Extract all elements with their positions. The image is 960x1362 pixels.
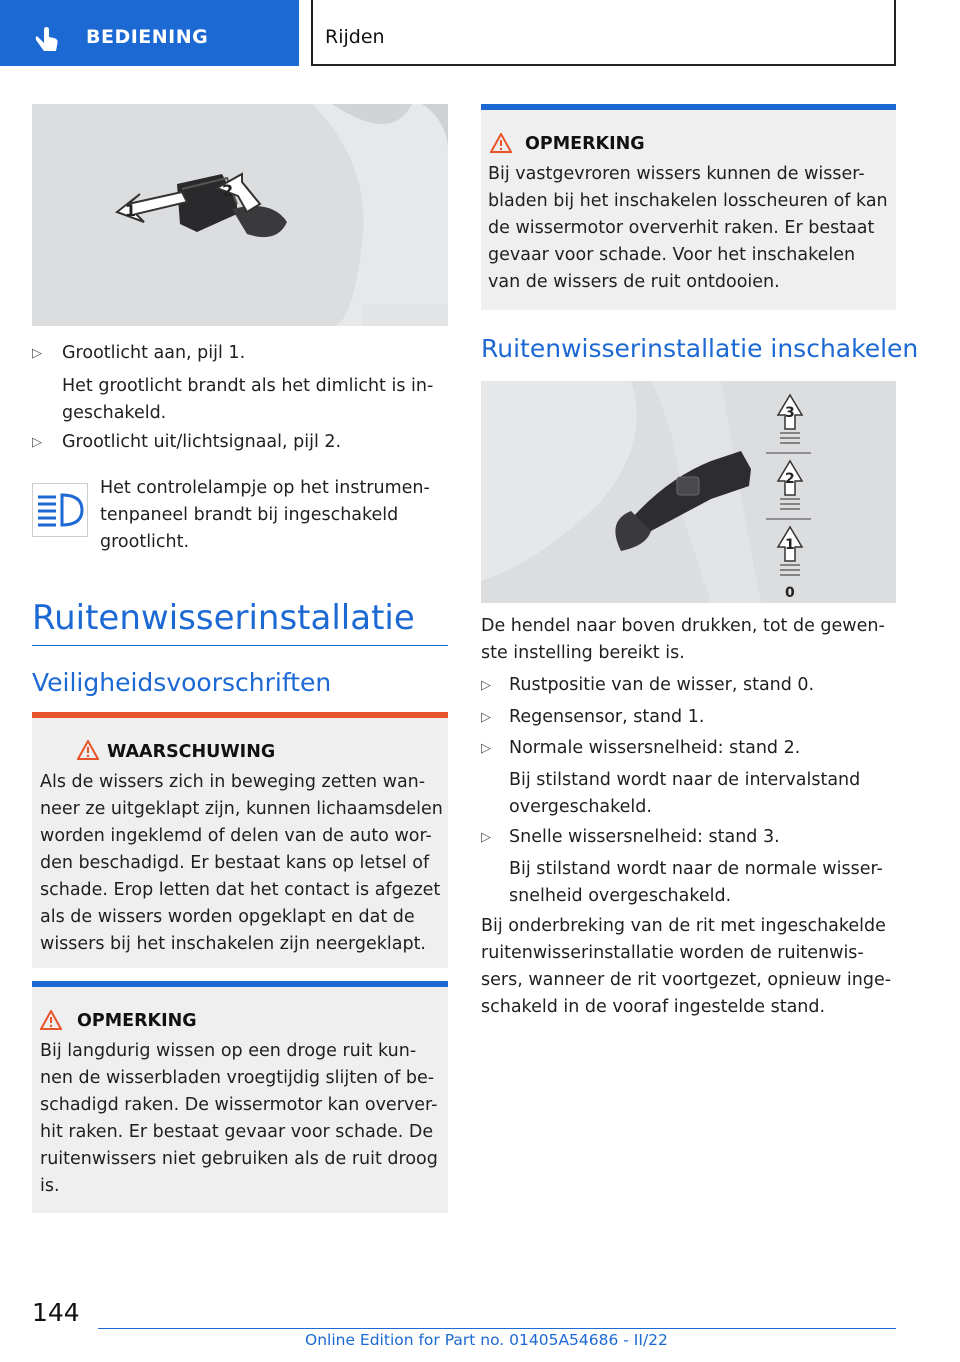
bullet-triangle-icon: ▷ xyxy=(481,678,491,693)
warning-text: Als de wissers zich in beweging zetten wan- neer ze uitgeklapt zijn, kunnen lichaamsdelen worden ingeklemd of delen van de auto wor- den beschadigd. Er bestaat kans op letsel of schade. Erop letten dat het contact is afgezet als de wissers worden opgeklapt en dat de wissers bij het inschakelen zijn neergeklapt. xyxy=(40,772,443,954)
note-bar xyxy=(481,104,896,110)
note-box xyxy=(481,104,896,310)
high-beam-indicator-icon xyxy=(32,483,88,537)
fig2-label-1: 1 xyxy=(785,537,795,553)
warning-triangle-icon xyxy=(40,1010,62,1030)
high-beam-lever-figure xyxy=(32,104,448,326)
fig1-label-2: 2 xyxy=(222,181,234,200)
section-heading: Ruitenwisserinstallatie xyxy=(32,598,415,638)
intro-text: De hendel naar boven drukken, tot de gewen- ste instelling bereikt is. xyxy=(481,616,885,663)
warning-triangle-icon xyxy=(77,740,99,760)
chapter-tab xyxy=(311,0,896,66)
list-item-detail: Bij stilstand wordt naar de normale wisser- snelheid overgeschakeld. xyxy=(509,859,883,906)
heading-rule xyxy=(32,645,448,646)
section-tab xyxy=(0,0,299,66)
bullet-triangle-icon: ▷ xyxy=(32,435,42,450)
closing-text: Bij onderbreking van de rit met ingeschakelde ruitenwisserinstallatie worden de ruitenwis- sers, wanneer de rit voortgezet, opnieuw inge- schakeld in de vooraf ingestelde stand. xyxy=(481,916,892,1017)
footer-rule xyxy=(98,1328,896,1329)
page-number: 144 xyxy=(32,1298,80,1327)
fig2-label-2: 2 xyxy=(785,471,795,487)
warning-bar xyxy=(32,712,448,718)
fig2-label-3: 3 xyxy=(785,405,795,421)
note-text: Bij langdurig wissen op een droge ruit kun- nen de wisserbladen vroegtijdig slijten of be- schadigd raken. De wissermotor kan overver- hit raken. Er bestaat gevaar voor schade. De ruitenwissers niet gebruiken als de ruit droog is. xyxy=(40,1041,438,1196)
bullet-triangle-icon: ▷ xyxy=(32,346,42,361)
chapter-label: Rijden xyxy=(325,26,385,48)
bullet-triangle-icon: ▷ xyxy=(481,830,491,845)
fig2-label-0: 0 xyxy=(785,585,795,601)
indicator-description: Het controlelampje op het instrumen- tenpaneel brandt bij ingeschakeld grootlicht. xyxy=(100,478,430,552)
bullet-triangle-icon: ▷ xyxy=(481,710,491,725)
list-item-detail: Bij stilstand wordt naar de intervalstand overgeschakeld. xyxy=(509,770,861,817)
fig1-label-1: 1 xyxy=(125,201,137,220)
section-label: BEDIENING xyxy=(86,26,209,48)
list-item-detail: Het grootlicht brandt als het dimlicht is in- geschakeld. xyxy=(62,376,434,423)
note-title: OPMERKING xyxy=(525,134,645,154)
hand-pointer-icon xyxy=(32,24,62,54)
bullet-triangle-icon: ▷ xyxy=(481,741,491,756)
note-box xyxy=(32,981,448,1213)
warning-title: WAARSCHUWING xyxy=(107,742,276,762)
note-title: OPMERKING xyxy=(77,1011,197,1031)
wiper-lever-figure xyxy=(481,381,896,603)
warning-triangle-icon xyxy=(490,133,512,153)
footer-edition: Online Edition for Part no. 01405A54686 - II/22 xyxy=(305,1331,668,1349)
note-text: Bij vastgevroren wissers kunnen de wisser- bladen bij het inschakelen losscheuren of kan de wissermotor oververhit raken. Er bestaat gevaar voor schade. Voor het inschakelen van de wissers de ruit ontdooien. xyxy=(488,164,888,292)
section-heading: Ruitenwisserinstallatie inschakelen xyxy=(481,334,919,363)
warning-box xyxy=(32,712,448,968)
note-bar xyxy=(32,981,448,987)
subsection-heading: Veiligheidsvoorschriften xyxy=(32,668,332,697)
